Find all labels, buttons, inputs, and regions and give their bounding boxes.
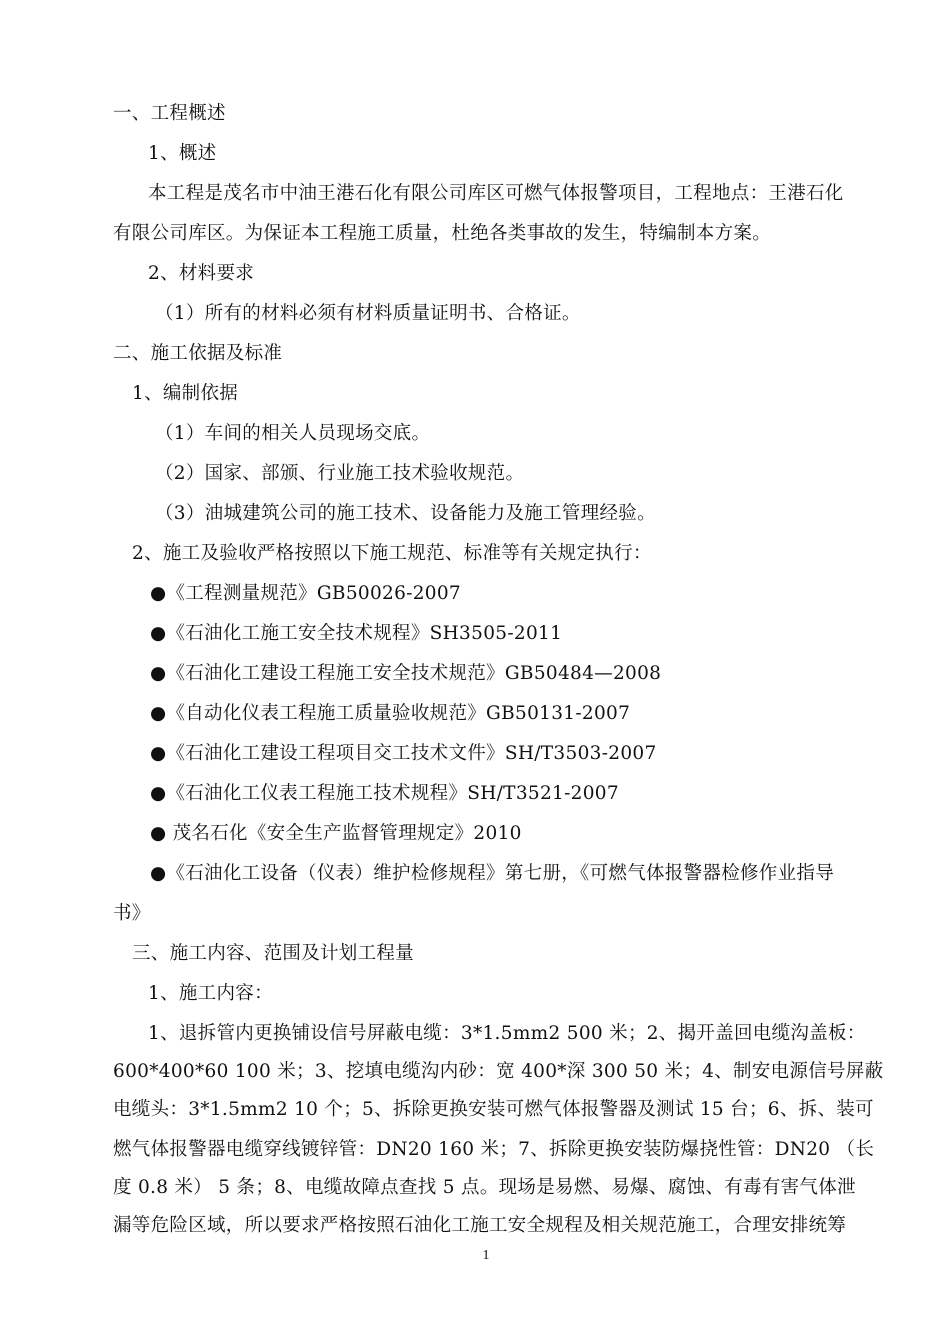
bullet-item: ●《石油化工建设工程项目交工技术文件》SH/T3503-2007 (150, 743, 657, 764)
heading-section-3: 三、施工内容、范围及计划工程量 (132, 943, 415, 964)
list-item: （2）国家、部颁、行业施工技术验收规范。 (155, 463, 525, 484)
bullet-item: ●《自动化仪表工程施工质量验收规范》GB50131-2007 (150, 703, 631, 724)
paragraph-line: 本工程是茂名市中油王港石化有限公司库区可燃气体报警项目，工程地点：王港石化 (148, 183, 844, 204)
paragraph-line: 有限公司库区。为保证本工程施工质量，杜绝各类事故的发生，特编制本方案。 (113, 223, 772, 244)
bullet-item: ● 茂名石化《安全生产监督管理规定》2010 (150, 823, 522, 844)
bullet-item-continuation: 书》 (113, 903, 151, 924)
page-number: 1 (482, 1248, 490, 1263)
subheading-content: 1、施工内容： (148, 983, 273, 1004)
subheading-standards: 2、施工及验收严格按照以下施工规范、标准等有关规定执行： (132, 543, 652, 564)
subheading-overview: 1、概述 (148, 143, 217, 164)
list-item: （1）所有的材料必须有材料质量证明书、合格证。 (155, 303, 581, 324)
paragraph-line: 600*400*60 100 米；3、挖填电缆沟内砂：宽 400*深 300 50 米；4、制安电源信号屏蔽 (113, 1061, 884, 1082)
list-item: （1）车间的相关人员现场交底。 (155, 423, 431, 444)
bullet-item: ●《石油化工仪表工程施工技术规程》SH/T3521-2007 (150, 783, 619, 804)
paragraph-line: 电缆头：3*1.5mm2 10 个；5、拆除更换安装可燃气体报警器及测试 15 台；6、拆、装可 (113, 1099, 874, 1120)
heading-section-1: 一、工程概述 (113, 103, 226, 124)
paragraph-line: 度 0.8 米） 5 条；8、电缆故障点查找 5 点。现场是易燃、易爆、腐蚀、有毒有害气体泄 (113, 1177, 856, 1198)
list-item: （3）油城建筑公司的施工技术、设备能力及施工管理经验。 (155, 503, 656, 524)
bullet-item: ●《石油化工设备（仪表）维护检修规程》第七册，《可燃气体报警器检修作业指导 (150, 863, 834, 884)
bullet-item: ●《石油化工建设工程施工安全技术规范》GB50484—2008 (150, 663, 662, 684)
bullet-item: ●《石油化工施工安全技术规程》SH3505-2011 (150, 623, 563, 644)
paragraph-line: 燃气体报警器电缆穿线镀锌管：DN20 160 米；7、拆除更换安装防爆挠性管：DN20 （长 (113, 1139, 875, 1160)
subheading-materials: 2、材料要求 (148, 263, 255, 284)
bullet-item: ●《工程测量规范》GB50026-2007 (150, 583, 461, 604)
paragraph-line: 1、退拆管内更换铺设信号屏蔽电缆：3*1.5mm2 500 米；2、揭开盖回电缆沟盖板： (148, 1023, 866, 1044)
paragraph-line: 漏等危险区域，所以要求严格按照石油化工施工安全规程及相关规范施工，合理安排统筹 (113, 1215, 847, 1236)
subheading-basis: 1、编制依据 (132, 383, 239, 404)
heading-section-2: 二、施工依据及标准 (113, 343, 283, 364)
